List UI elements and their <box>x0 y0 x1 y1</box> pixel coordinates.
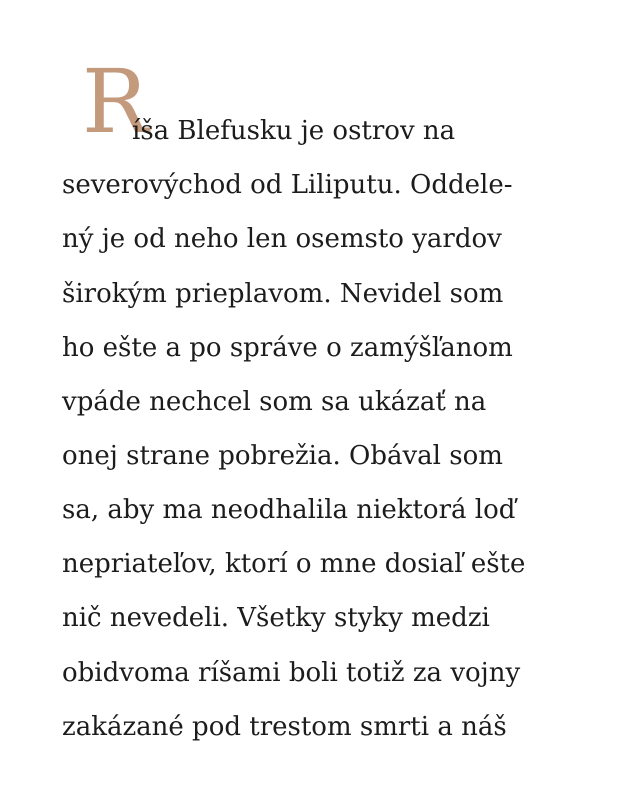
text-line-4: širokým prieplavom. Nevidel som <box>62 279 504 309</box>
text-line-5: ho ešte a po správe o zamýšľanom <box>62 333 513 363</box>
text-line-7: onej strane pobrežia. Obával som <box>62 441 503 471</box>
text-line-6: vpáde nechcel som sa ukázať na <box>62 387 487 417</box>
text-line-3: ný je od neho len osemsto yardov <box>62 224 502 254</box>
text-line-1: íša Blefusku je ostrov na <box>132 116 456 146</box>
text-line-10: nič nevedeli. Všetky styky medzi <box>62 603 490 633</box>
text-line-8: sa, aby ma neodhalila niektorá loď <box>62 495 516 525</box>
text-line-2: severovýchod od Liliputu. Oddele- <box>62 170 513 200</box>
drop-cap: R <box>82 50 149 153</box>
text-line-12: zakázané pod trestom smrti a náš <box>62 712 507 742</box>
text-line-11: obidvoma ríšami boli totiž za vojny <box>62 658 521 688</box>
text-line-9: nepriateľov, ktorí o mne dosiaľ ešte <box>62 549 526 579</box>
